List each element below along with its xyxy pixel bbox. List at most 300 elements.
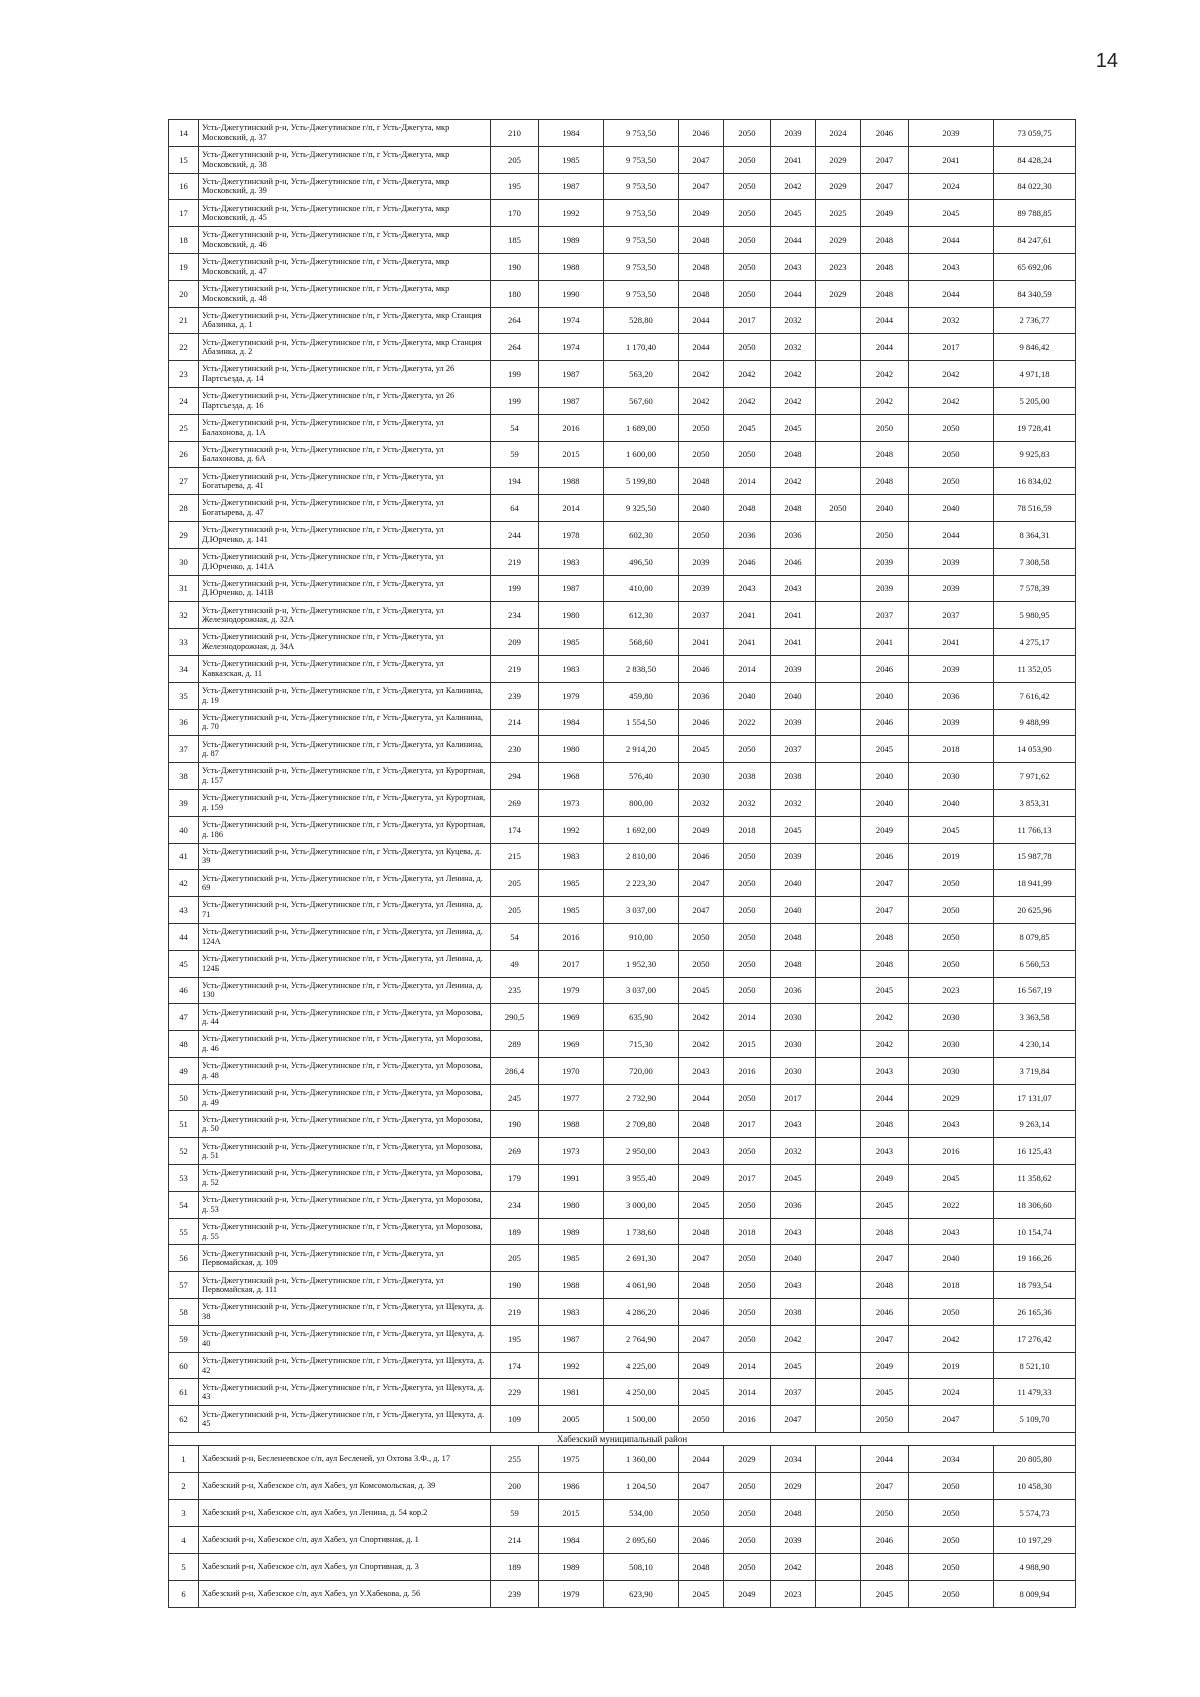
year-2-cell: 2014 xyxy=(724,1352,771,1379)
year-2-cell: 2036 xyxy=(724,521,771,548)
row-number-cell: 46 xyxy=(169,977,199,1004)
area-cell: 234 xyxy=(491,602,539,629)
row-number-cell: 25 xyxy=(169,414,199,441)
year-1-cell: 2044 xyxy=(679,1446,724,1473)
address-cell: Усть-Джегутинский р-н, Усть-Джегутинское г/п, г Усть-Джегута, ул Морозова, д. 50 xyxy=(199,1111,491,1138)
address-cell: Усть-Джегутинский р-н, Усть-Джегутинское г/п, г Усть-Джегута, ул Ленина, д. 69 xyxy=(199,870,491,897)
year-3-cell: 2042 xyxy=(771,173,816,200)
address-cell: Усть-Джегутинский р-н, Усть-Джегутинское г/п, г Усть-Джегута, ул Морозова, д. 52 xyxy=(199,1165,491,1192)
year-1-cell: 2045 xyxy=(679,1379,724,1406)
build-year-cell: 1975 xyxy=(539,1446,604,1473)
address-cell: Усть-Джегутинский р-н, Усть-Джегутинское г/п, г Усть-Джегута, ул Щекута, д. 43 xyxy=(199,1379,491,1406)
year-1-cell: 2046 xyxy=(679,843,724,870)
table-row xyxy=(169,1527,1076,1554)
year-2-cell: 2050 xyxy=(724,1084,771,1111)
cost-cell: 568,60 xyxy=(604,629,679,656)
row-number-cell: 17 xyxy=(169,200,199,227)
year-2-cell: 2050 xyxy=(724,1245,771,1272)
year-5-cell: 2050 xyxy=(861,521,909,548)
address-cell: Хабезский р-н, Хабезское с/п, аул Хабез, ул Комсомольская, д. 39 xyxy=(199,1473,491,1500)
year-6-cell: 2039 xyxy=(909,655,994,682)
area-cell: 245 xyxy=(491,1084,539,1111)
address-cell: Усть-Джегутинский р-н, Усть-Джегутинское г/п, г Усть-Джегута, ул Ленина, д. 130 xyxy=(199,977,491,1004)
year-1-cell: 2040 xyxy=(679,495,724,522)
year-6-cell: 2032 xyxy=(909,307,994,334)
row-number-cell: 39 xyxy=(169,789,199,816)
year-4-cell xyxy=(816,629,861,656)
year-2-cell: 2018 xyxy=(724,1218,771,1245)
year-3-cell: 2040 xyxy=(771,682,816,709)
table-row xyxy=(169,1084,1076,1111)
row-number-cell: 55 xyxy=(169,1218,199,1245)
year-3-cell: 2036 xyxy=(771,1191,816,1218)
year-5-cell: 2045 xyxy=(861,736,909,763)
year-5-cell: 2040 xyxy=(861,789,909,816)
year-3-cell: 2032 xyxy=(771,334,816,361)
total-cost-cell: 89 788,85 xyxy=(994,200,1076,227)
year-4-cell xyxy=(816,763,861,790)
total-cost-cell: 3 719,84 xyxy=(994,1057,1076,1084)
year-5-cell: 2039 xyxy=(861,575,909,602)
year-3-cell: 2043 xyxy=(771,253,816,280)
year-6-cell: 2045 xyxy=(909,1165,994,1192)
year-4-cell xyxy=(816,1406,861,1433)
year-5-cell: 2046 xyxy=(861,709,909,736)
row-number-cell: 40 xyxy=(169,816,199,843)
table-row xyxy=(169,1406,1076,1433)
cost-cell: 715,30 xyxy=(604,1031,679,1058)
year-5-cell: 2045 xyxy=(861,977,909,1004)
table-row xyxy=(169,1352,1076,1379)
year-4-cell xyxy=(816,1031,861,1058)
table-row xyxy=(169,1165,1076,1192)
build-year-cell: 1979 xyxy=(539,977,604,1004)
build-year-cell: 1980 xyxy=(539,736,604,763)
year-2-cell: 2032 xyxy=(724,789,771,816)
address-cell: Усть-Джегутинский р-н, Усть-Джегутинское г/п, г Усть-Джегута, ул Щекута, д. 45 xyxy=(199,1406,491,1433)
table-body xyxy=(169,120,1076,1608)
build-year-cell: 1988 xyxy=(539,1272,604,1299)
cost-cell: 9 753,50 xyxy=(604,253,679,280)
year-6-cell: 2050 xyxy=(909,1299,994,1326)
area-cell: 214 xyxy=(491,1527,539,1554)
table-row xyxy=(169,441,1076,468)
address-cell: Усть-Джегутинский р-н, Усть-Джегутинское г/п, г Усть-Джегута, ул Курортная, д. 186 xyxy=(199,816,491,843)
row-number-cell: 57 xyxy=(169,1272,199,1299)
address-cell: Усть-Джегутинский р-н, Усть-Джегутинское г/п, г Усть-Джегута, ул Морозова, д. 49 xyxy=(199,1084,491,1111)
year-5-cell: 2042 xyxy=(861,387,909,414)
area-cell: 194 xyxy=(491,468,539,495)
year-4-cell xyxy=(816,1191,861,1218)
year-2-cell: 2050 xyxy=(724,120,771,147)
cost-cell: 1 170,40 xyxy=(604,334,679,361)
year-6-cell: 2050 xyxy=(909,1581,994,1608)
table-row xyxy=(169,977,1076,1004)
build-year-cell: 2014 xyxy=(539,495,604,522)
row-number-cell: 62 xyxy=(169,1406,199,1433)
build-year-cell: 1969 xyxy=(539,1031,604,1058)
row-number-cell: 61 xyxy=(169,1379,199,1406)
year-3-cell: 2041 xyxy=(771,602,816,629)
year-2-cell: 2016 xyxy=(724,1057,771,1084)
cost-cell: 9 753,50 xyxy=(604,146,679,173)
total-cost-cell: 7 308,58 xyxy=(994,548,1076,575)
cost-cell: 459,80 xyxy=(604,682,679,709)
area-cell: 205 xyxy=(491,897,539,924)
total-cost-cell: 8 364,31 xyxy=(994,521,1076,548)
year-3-cell: 2046 xyxy=(771,548,816,575)
section-header-row xyxy=(169,1433,1076,1446)
table-row xyxy=(169,870,1076,897)
build-year-cell: 1974 xyxy=(539,307,604,334)
year-6-cell: 2030 xyxy=(909,1057,994,1084)
year-5-cell: 2047 xyxy=(861,897,909,924)
total-cost-cell: 14 053,90 xyxy=(994,736,1076,763)
row-number-cell: 31 xyxy=(169,575,199,602)
year-5-cell: 2047 xyxy=(861,1245,909,1272)
year-5-cell: 2047 xyxy=(861,173,909,200)
page-number: 14 xyxy=(1095,50,1118,72)
row-number-cell: 18 xyxy=(169,227,199,254)
year-5-cell: 2044 xyxy=(861,1446,909,1473)
row-number-cell: 60 xyxy=(169,1352,199,1379)
year-4-cell xyxy=(816,1473,861,1500)
build-year-cell: 1970 xyxy=(539,1057,604,1084)
address-cell: Усть-Джегутинский р-н, Усть-Джегутинское г/п, г Усть-Джегута, мкр Московский, д. 46 xyxy=(199,227,491,254)
year-4-cell xyxy=(816,1272,861,1299)
row-number-cell: 44 xyxy=(169,923,199,950)
area-cell: 54 xyxy=(491,414,539,441)
area-cell: 264 xyxy=(491,307,539,334)
total-cost-cell: 84 022,30 xyxy=(994,173,1076,200)
build-year-cell: 1973 xyxy=(539,789,604,816)
year-4-cell xyxy=(816,897,861,924)
area-cell: 235 xyxy=(491,977,539,1004)
year-3-cell: 2045 xyxy=(771,816,816,843)
year-5-cell: 2049 xyxy=(861,1165,909,1192)
area-cell: 290,5 xyxy=(491,1004,539,1031)
cost-cell: 4 061,90 xyxy=(604,1272,679,1299)
year-1-cell: 2045 xyxy=(679,1191,724,1218)
area-cell: 59 xyxy=(491,1500,539,1527)
total-cost-cell: 17 131,07 xyxy=(994,1084,1076,1111)
year-1-cell: 2050 xyxy=(679,923,724,950)
year-5-cell: 2048 xyxy=(861,468,909,495)
table-row xyxy=(169,521,1076,548)
year-5-cell: 2042 xyxy=(861,1004,909,1031)
total-cost-cell: 19 728,41 xyxy=(994,414,1076,441)
address-cell: Усть-Джегутинский р-н, Усть-Джегутинское г/п, г Усть-Джегута, ул Щекута, д. 42 xyxy=(199,1352,491,1379)
table-row xyxy=(169,1473,1076,1500)
row-number-cell: 56 xyxy=(169,1245,199,1272)
address-cell: Усть-Джегутинский р-н, Усть-Джегутинское г/п, г Усть-Джегута, ул Морозова, д. 51 xyxy=(199,1138,491,1165)
year-3-cell: 2030 xyxy=(771,1057,816,1084)
build-year-cell: 1980 xyxy=(539,602,604,629)
address-cell: Усть-Джегутинский р-н, Усть-Джегутинское г/п, г Усть-Джегута, ул Д.Юрченко, д. 141В xyxy=(199,575,491,602)
table-row xyxy=(169,414,1076,441)
total-cost-cell: 20 625,96 xyxy=(994,897,1076,924)
build-year-cell: 1983 xyxy=(539,843,604,870)
year-3-cell: 2038 xyxy=(771,1299,816,1326)
area-cell: 214 xyxy=(491,709,539,736)
total-cost-cell: 4 971,18 xyxy=(994,361,1076,388)
address-cell: Усть-Джегутинский р-н, Усть-Джегутинское г/п, г Усть-Джегута, ул Богатырева, д. 47 xyxy=(199,495,491,522)
build-year-cell: 1968 xyxy=(539,763,604,790)
row-number-cell: 43 xyxy=(169,897,199,924)
table-row xyxy=(169,1379,1076,1406)
year-2-cell: 2050 xyxy=(724,1473,771,1500)
cost-cell: 528,80 xyxy=(604,307,679,334)
cost-cell: 508,10 xyxy=(604,1554,679,1581)
area-cell: 219 xyxy=(491,655,539,682)
cost-cell: 612,30 xyxy=(604,602,679,629)
build-year-cell: 1988 xyxy=(539,468,604,495)
year-1-cell: 2048 xyxy=(679,1218,724,1245)
cost-cell: 910,00 xyxy=(604,923,679,950)
year-1-cell: 2049 xyxy=(679,1165,724,1192)
row-number-cell: 53 xyxy=(169,1165,199,1192)
address-cell: Усть-Джегутинский р-н, Усть-Джегутинское г/п, г Усть-Джегута, ул Морозова, д. 48 xyxy=(199,1057,491,1084)
year-1-cell: 2043 xyxy=(679,1057,724,1084)
year-6-cell: 2050 xyxy=(909,414,994,441)
year-5-cell: 2046 xyxy=(861,843,909,870)
year-6-cell: 2030 xyxy=(909,763,994,790)
cost-cell: 9 753,50 xyxy=(604,280,679,307)
year-6-cell: 2017 xyxy=(909,334,994,361)
year-5-cell: 2049 xyxy=(861,200,909,227)
total-cost-cell: 17 276,42 xyxy=(994,1325,1076,1352)
build-year-cell: 1980 xyxy=(539,1191,604,1218)
year-4-cell: 2029 xyxy=(816,280,861,307)
year-6-cell: 2023 xyxy=(909,977,994,1004)
build-year-cell: 1990 xyxy=(539,280,604,307)
year-3-cell: 2048 xyxy=(771,950,816,977)
year-2-cell: 2050 xyxy=(724,897,771,924)
cost-cell: 4 225,00 xyxy=(604,1352,679,1379)
table-row xyxy=(169,923,1076,950)
cost-cell: 3 000,00 xyxy=(604,1191,679,1218)
year-3-cell: 2040 xyxy=(771,897,816,924)
year-1-cell: 2044 xyxy=(679,1084,724,1111)
total-cost-cell: 18 793,54 xyxy=(994,1272,1076,1299)
total-cost-cell: 16 567,19 xyxy=(994,977,1076,1004)
build-year-cell: 1992 xyxy=(539,816,604,843)
table-row xyxy=(169,789,1076,816)
year-3-cell: 2048 xyxy=(771,441,816,468)
area-cell: 64 xyxy=(491,495,539,522)
year-4-cell: 2023 xyxy=(816,253,861,280)
address-cell: Усть-Джегутинский р-н, Усть-Джегутинское г/п, г Усть-Джегута, ул Ленина, д. 124А xyxy=(199,923,491,950)
year-6-cell: 2040 xyxy=(909,495,994,522)
address-cell: Усть-Джегутинский р-н, Усть-Джегутинское г/п, г Усть-Джегута, ул Морозова, д. 46 xyxy=(199,1031,491,1058)
year-5-cell: 2050 xyxy=(861,414,909,441)
address-cell: Усть-Джегутинский р-н, Усть-Джегутинское г/п, г Усть-Джегута, ул Курортная, д. 157 xyxy=(199,763,491,790)
row-number-cell: 1 xyxy=(169,1446,199,1473)
year-6-cell: 2022 xyxy=(909,1191,994,1218)
build-year-cell: 1979 xyxy=(539,682,604,709)
total-cost-cell: 7 616,42 xyxy=(994,682,1076,709)
year-6-cell: 2039 xyxy=(909,709,994,736)
total-cost-cell: 26 165,36 xyxy=(994,1299,1076,1326)
year-2-cell: 2014 xyxy=(724,1379,771,1406)
year-4-cell xyxy=(816,1299,861,1326)
build-year-cell: 2016 xyxy=(539,923,604,950)
year-6-cell: 2040 xyxy=(909,789,994,816)
cost-cell: 5 199,80 xyxy=(604,468,679,495)
total-cost-cell: 20 805,80 xyxy=(994,1446,1076,1473)
row-number-cell: 48 xyxy=(169,1031,199,1058)
year-5-cell: 2048 xyxy=(861,253,909,280)
year-4-cell xyxy=(816,521,861,548)
table-row xyxy=(169,1218,1076,1245)
year-1-cell: 2045 xyxy=(679,736,724,763)
total-cost-cell: 2 736,77 xyxy=(994,307,1076,334)
year-3-cell: 2045 xyxy=(771,1165,816,1192)
year-5-cell: 2045 xyxy=(861,1191,909,1218)
year-1-cell: 2048 xyxy=(679,253,724,280)
year-3-cell: 2045 xyxy=(771,1352,816,1379)
table-row xyxy=(169,736,1076,763)
table-row xyxy=(169,682,1076,709)
year-5-cell: 2047 xyxy=(861,870,909,897)
year-4-cell xyxy=(816,575,861,602)
table-row xyxy=(169,897,1076,924)
year-3-cell: 2034 xyxy=(771,1446,816,1473)
year-1-cell: 2047 xyxy=(679,146,724,173)
table-row xyxy=(169,1446,1076,1473)
row-number-cell: 20 xyxy=(169,280,199,307)
total-cost-cell: 5 980,95 xyxy=(994,602,1076,629)
year-1-cell: 2046 xyxy=(679,1527,724,1554)
table-row xyxy=(169,950,1076,977)
year-3-cell: 2045 xyxy=(771,414,816,441)
area-cell: 199 xyxy=(491,387,539,414)
address-cell: Усть-Джегутинский р-н, Усть-Джегутинское г/п, г Усть-Джегута, ул Морозова, д. 55 xyxy=(199,1218,491,1245)
build-year-cell: 1992 xyxy=(539,1352,604,1379)
year-2-cell: 2048 xyxy=(724,495,771,522)
row-number-cell: 4 xyxy=(169,1527,199,1554)
area-cell: 289 xyxy=(491,1031,539,1058)
build-year-cell: 1991 xyxy=(539,1165,604,1192)
year-2-cell: 2050 xyxy=(724,253,771,280)
year-3-cell: 2030 xyxy=(771,1031,816,1058)
year-4-cell xyxy=(816,736,861,763)
year-3-cell: 2039 xyxy=(771,709,816,736)
total-cost-cell: 10 154,74 xyxy=(994,1218,1076,1245)
year-2-cell: 2017 xyxy=(724,1165,771,1192)
year-2-cell: 2049 xyxy=(724,1581,771,1608)
address-cell: Усть-Джегутинский р-н, Усть-Джегутинское г/п, г Усть-Джегута, ул Д.Юрченко, д. 141 xyxy=(199,521,491,548)
year-2-cell: 2050 xyxy=(724,1191,771,1218)
row-number-cell: 52 xyxy=(169,1138,199,1165)
year-4-cell xyxy=(816,1111,861,1138)
year-4-cell xyxy=(816,870,861,897)
build-year-cell: 1989 xyxy=(539,1554,604,1581)
cost-cell: 1 554,50 xyxy=(604,709,679,736)
total-cost-cell: 8 079,85 xyxy=(994,923,1076,950)
year-6-cell: 2047 xyxy=(909,1406,994,1433)
build-year-cell: 1989 xyxy=(539,1218,604,1245)
total-cost-cell: 84 247,61 xyxy=(994,227,1076,254)
row-number-cell: 6 xyxy=(169,1581,199,1608)
area-cell: 230 xyxy=(491,736,539,763)
year-3-cell: 2036 xyxy=(771,521,816,548)
year-4-cell xyxy=(816,1325,861,1352)
cost-cell: 534,00 xyxy=(604,1500,679,1527)
year-4-cell xyxy=(816,1084,861,1111)
year-5-cell: 2048 xyxy=(861,923,909,950)
build-year-cell: 2015 xyxy=(539,1500,604,1527)
build-year-cell: 1983 xyxy=(539,548,604,575)
build-year-cell: 1985 xyxy=(539,897,604,924)
year-3-cell: 2029 xyxy=(771,1473,816,1500)
year-2-cell: 2050 xyxy=(724,1554,771,1581)
address-cell: Усть-Джегутинский р-н, Усть-Джегутинское г/п, г Усть-Джегута, ул Калинина, д. 19 xyxy=(199,682,491,709)
year-3-cell: 2045 xyxy=(771,200,816,227)
area-cell: 185 xyxy=(491,227,539,254)
year-3-cell: 2043 xyxy=(771,1272,816,1299)
total-cost-cell: 84 428,24 xyxy=(994,146,1076,173)
table-row xyxy=(169,307,1076,334)
year-4-cell xyxy=(816,468,861,495)
address-cell: Усть-Джегутинский р-н, Усть-Джегутинское г/п, г Усть-Джегута, мкр Московский, д. 37 xyxy=(199,120,491,147)
year-1-cell: 2042 xyxy=(679,1031,724,1058)
year-2-cell: 2014 xyxy=(724,468,771,495)
cost-cell: 9 753,50 xyxy=(604,120,679,147)
year-6-cell: 2034 xyxy=(909,1446,994,1473)
year-1-cell: 2030 xyxy=(679,763,724,790)
total-cost-cell: 4 230,14 xyxy=(994,1031,1076,1058)
year-3-cell: 2042 xyxy=(771,361,816,388)
total-cost-cell: 3 853,31 xyxy=(994,789,1076,816)
year-1-cell: 2032 xyxy=(679,789,724,816)
year-4-cell xyxy=(816,1581,861,1608)
year-1-cell: 2043 xyxy=(679,1138,724,1165)
total-cost-cell: 6 560,53 xyxy=(994,950,1076,977)
year-6-cell: 2016 xyxy=(909,1138,994,1165)
row-number-cell: 28 xyxy=(169,495,199,522)
year-4-cell: 2050 xyxy=(816,495,861,522)
year-6-cell: 2042 xyxy=(909,387,994,414)
year-4-cell xyxy=(816,950,861,977)
build-year-cell: 1988 xyxy=(539,1111,604,1138)
row-number-cell: 51 xyxy=(169,1111,199,1138)
table-row xyxy=(169,387,1076,414)
year-1-cell: 2045 xyxy=(679,1581,724,1608)
year-1-cell: 2048 xyxy=(679,1111,724,1138)
cost-cell: 2 223,30 xyxy=(604,870,679,897)
year-2-cell: 2042 xyxy=(724,361,771,388)
year-1-cell: 2042 xyxy=(679,387,724,414)
cost-cell: 496,50 xyxy=(604,548,679,575)
year-4-cell xyxy=(816,1554,861,1581)
year-1-cell: 2039 xyxy=(679,548,724,575)
year-3-cell: 2038 xyxy=(771,763,816,790)
build-year-cell: 1992 xyxy=(539,200,604,227)
total-cost-cell: 10 458,30 xyxy=(994,1473,1076,1500)
year-4-cell xyxy=(816,602,861,629)
year-2-cell: 2050 xyxy=(724,280,771,307)
total-cost-cell: 8 521,10 xyxy=(994,1352,1076,1379)
year-6-cell: 2050 xyxy=(909,1554,994,1581)
cost-cell: 1 738,60 xyxy=(604,1218,679,1245)
address-cell: Усть-Джегутинский р-н, Усть-Джегутинское г/п, г Усть-Джегута, ул Морозова, д. 44 xyxy=(199,1004,491,1031)
address-cell: Усть-Джегутинский р-н, Усть-Джегутинское г/п, г Усть-Джегута, ул Балахонова, д. 1А xyxy=(199,414,491,441)
total-cost-cell: 11 479,33 xyxy=(994,1379,1076,1406)
address-cell: Хабезский р-н, Хабезское с/п, аул Хабез, ул У.Хабекова, д. 56 xyxy=(199,1581,491,1608)
year-1-cell: 2047 xyxy=(679,173,724,200)
table-row xyxy=(169,602,1076,629)
